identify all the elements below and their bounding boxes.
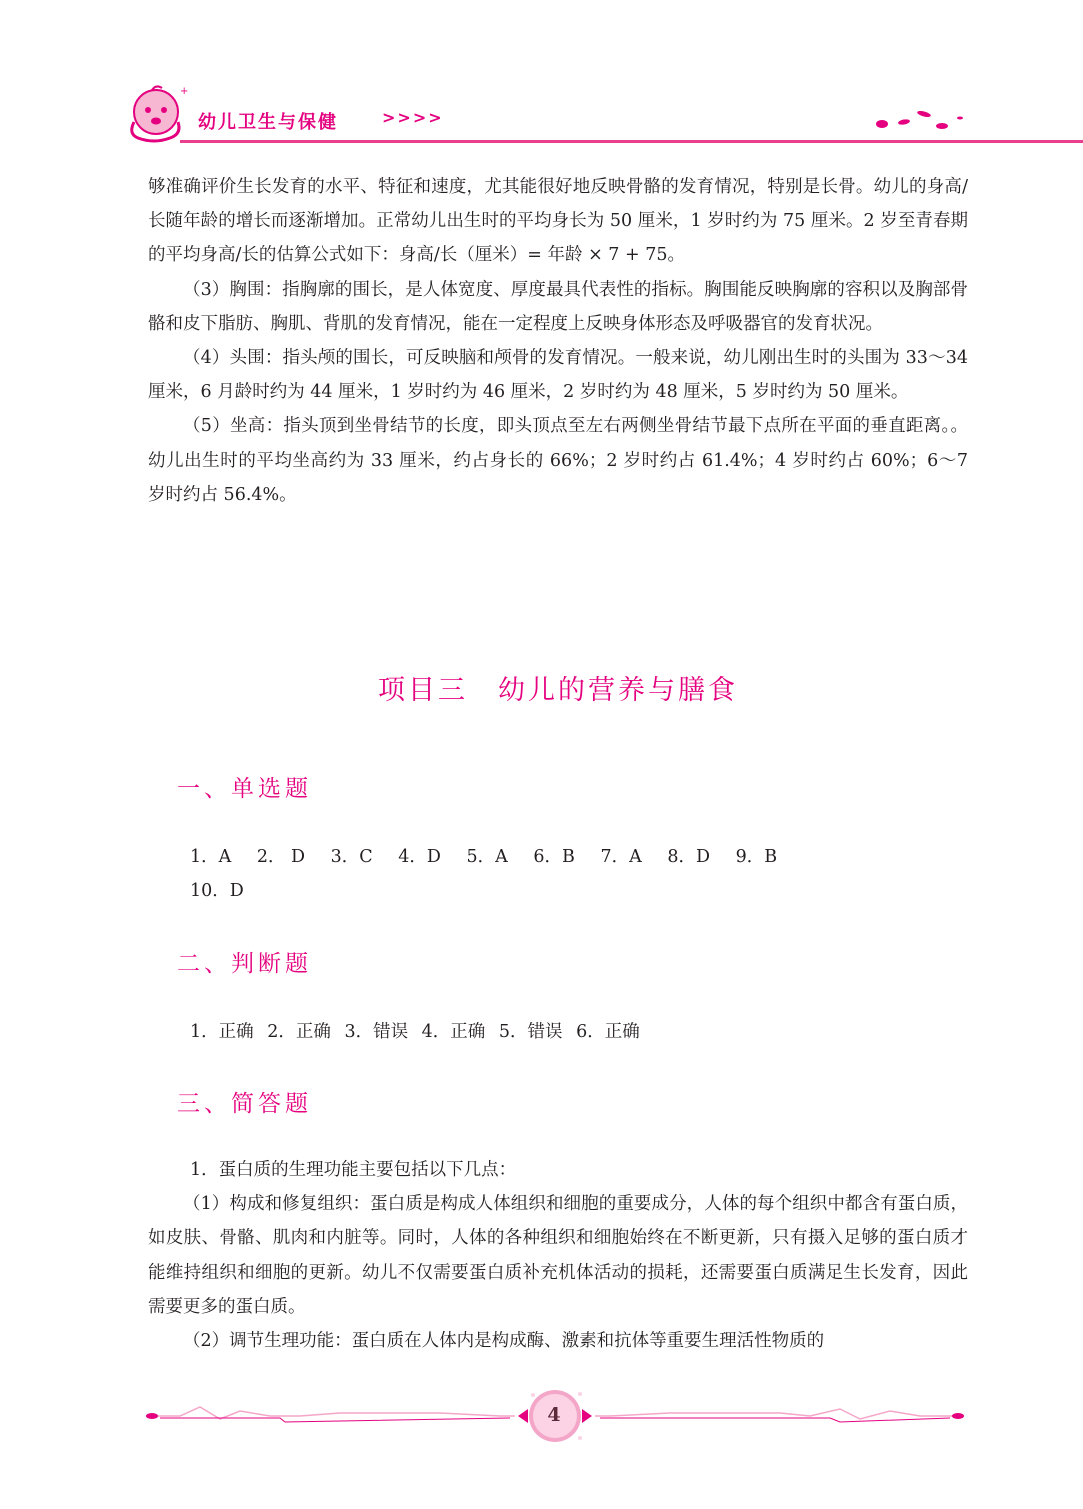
header-divider (180, 140, 1083, 143)
baby-face-icon (124, 82, 194, 144)
answer-item: 9．B (735, 847, 778, 867)
petal-decoration (872, 104, 972, 134)
single-choice-answers (190, 840, 950, 908)
answer-item: 3．错误 (344, 1022, 409, 1042)
answer-item: 7．A (600, 847, 642, 867)
answer-item: 4．D (398, 847, 441, 867)
answer-item: 6．正确 (576, 1022, 640, 1042)
answer-item: 2． D (256, 847, 306, 867)
answer-item: 5．错误 (498, 1022, 563, 1042)
answer-item: 4．正确 (421, 1022, 486, 1042)
paragraph: （5）坐高：指头顶到坐骨结节的长度，即头顶点至左右两侧坐骨结节最下点所在平面的垂直距离。。幼儿出生时的平均坐高约为 33 厘米，约占身长的 66%；2 岁时约占 61.4%；4 岁时约占 60%；6～7 岁时约占 56.4%。 (148, 416, 968, 505)
answer-item: 1．正确 (190, 1022, 254, 1042)
paragraph: 够准确评价生长发育的水平、特征和速度，尤其能很好地反映骨骼的发育情况，特别是长骨。幼儿的身高/长随年龄的增长而逐渐增加。正常幼儿出生时的平均身长为 50 厘米，1 岁时约为 75 厘米。2 岁至青春期的平均身高/长的估算公式如下：身高/长（厘米）= 年龄 × 7 + 75。 (148, 177, 968, 266)
answer-item: 5．A (466, 847, 508, 867)
answer-item: 8．D (667, 847, 710, 867)
paragraph: （1）构成和修复组织：蛋白质是构成人体组织和细胞的重要成分，人体的每个组织中都含有蛋白质，如皮肤、骨骼、肌肉和内脏等。同时，人体的各种组织和细胞始终在不断更新，只有摄入足够的蛋白质才能维持组织和细胞的更新。幼儿不仅需要蛋白质补充机体活动的损耗，还需要蛋白质满足生长发育，因此需要更多的蛋白质。 (148, 1194, 968, 1317)
paragraph: （4）头围：指头颅的围长，可反映脑和颅骨的发育情况。一般来说，幼儿刚出生时的头围为 33～34 厘米，6 月龄时约为 44 厘米，1 岁时约为 46 厘米，2 岁时约为 48 厘米，5 岁时约为 50 厘米。 (148, 348, 968, 403)
paragraph: （3）胸围：指胸廓的围长，是人体宽度、厚度最具代表性的指标。胸围能反映胸廓的容积以及胸部骨骼和皮下脂肪、胸肌、背肌的发育情况，能在一定程度上反映身体形态及呼吸器官的发育状况。 (148, 279, 968, 334)
page-number: 4 (547, 1404, 561, 1426)
svg-text:+: + (180, 86, 189, 97)
short-answer-text (148, 1153, 968, 1358)
answer-item: 2．正确 (267, 1022, 331, 1042)
paragraph: （2）调节生理功能：蛋白质在人体内是构成酶、激素和抗体等重要生理活性物质的 (183, 1331, 825, 1352)
section-heading-single-choice: 一、单选题 (177, 776, 312, 802)
chevron-decoration: >>>> (382, 108, 444, 127)
answer-item: 10．D (190, 881, 244, 901)
paragraph: 1．蛋白质的生理功能主要包括以下几点： (190, 1160, 517, 1180)
section-heading-true-false: 二、判断题 (177, 951, 312, 977)
book-title: 幼儿卫生与保健 (198, 112, 338, 133)
answer-item: 3．C (330, 847, 373, 867)
section-heading-short-answer: 三、简答题 (177, 1091, 312, 1117)
true-false-answers (190, 1015, 648, 1049)
chapter-title: 项目三 幼儿的营养与膳食 (378, 675, 738, 706)
answer-item: 6．B (533, 847, 575, 867)
answer-item: 1．A (190, 847, 232, 867)
intro-text (148, 170, 968, 512)
